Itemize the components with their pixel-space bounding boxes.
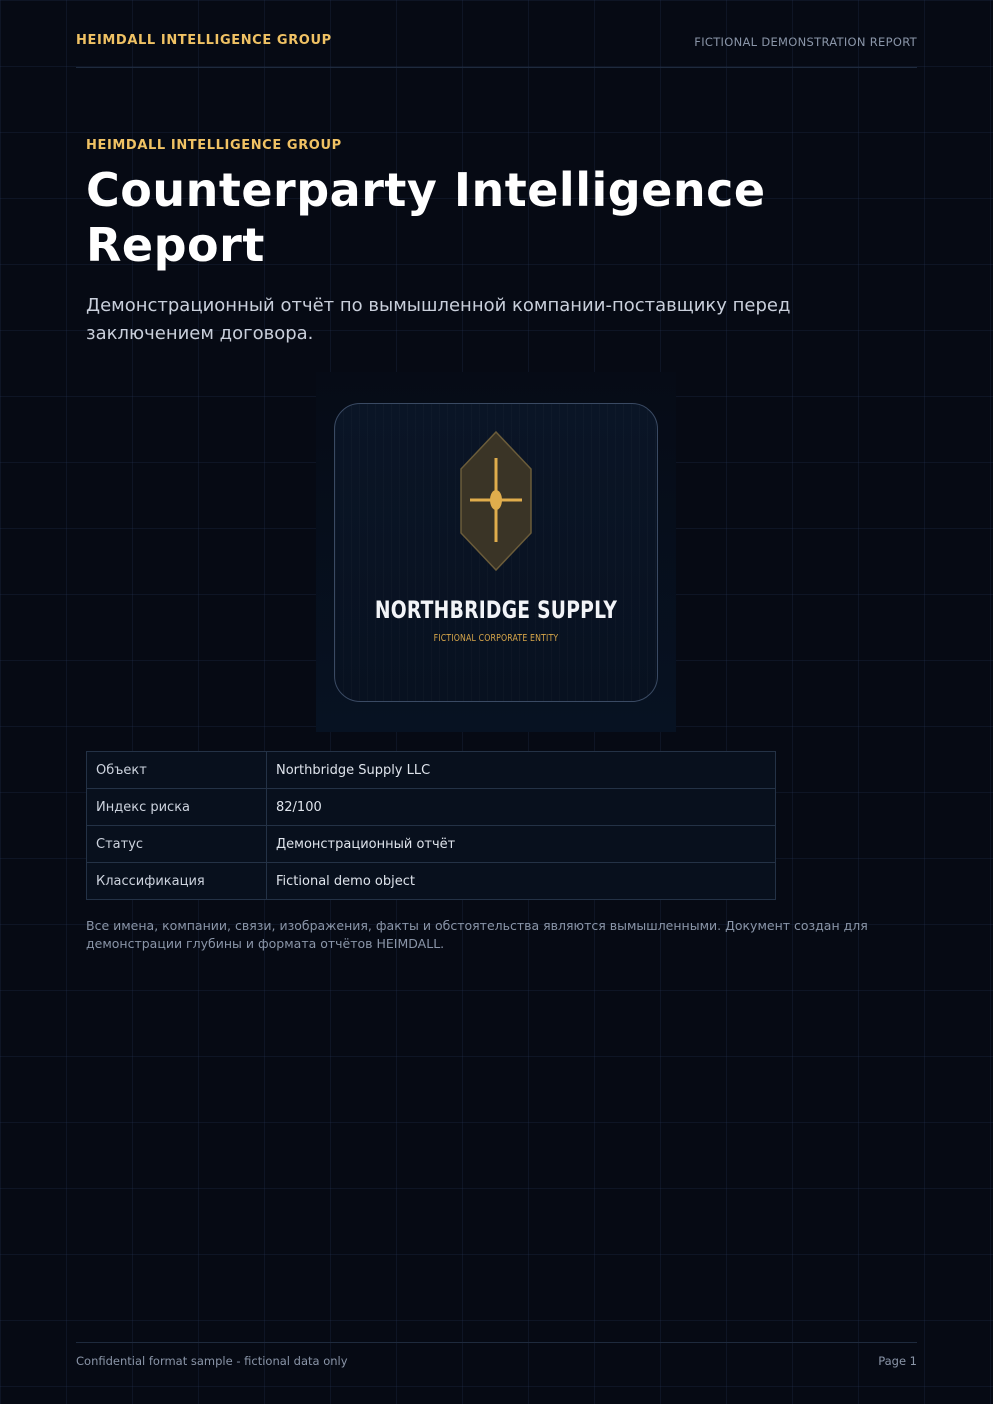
page-subtitle: Демонстрационный отчёт по вымышленной компании-поставщику перед заключением договора.	[86, 295, 791, 344]
disclaimer-text: Все имена, компании, связи, изображения, факты и обстоятельства являются вымышленными. Документ создан для демонстрации глубины и формата отчётов HEIMDALL.	[86, 918, 868, 951]
table-key-cell: Статус	[87, 826, 267, 863]
header-report-label: FICTIONAL DEMONSTRATION REPORT	[694, 35, 917, 49]
company-name: NORTHBRIDGE SUPPLY	[374, 596, 618, 624]
page-footer	[76, 1342, 917, 1368]
cover-eyebrow: HEIMDALL INTELLIGENCE GROUP	[86, 138, 342, 153]
page-header	[76, 33, 917, 68]
table-row	[87, 826, 776, 863]
page-number: Page 1	[878, 1354, 917, 1368]
table-row	[87, 752, 776, 789]
page-title: Counterparty Intelligence Report	[86, 163, 766, 272]
table-row	[87, 863, 776, 900]
summary-table	[86, 751, 776, 900]
table-key-cell: Индекс риска	[87, 789, 267, 826]
table-value-cell: Fictional demo object	[267, 863, 776, 900]
company-logo-card	[334, 403, 658, 702]
table-value-cell: 82/100	[267, 789, 776, 826]
header-brand: HEIMDALL INTELLIGENCE GROUP	[76, 33, 332, 48]
footer-confidential-note: Confidential format sample - fictional data only	[76, 1354, 348, 1368]
table-key-cell: Объект	[87, 752, 267, 789]
company-logo-panel	[316, 372, 676, 732]
table-key-cell: Классификация	[87, 863, 267, 900]
table-value-cell: Northbridge Supply LLC	[267, 752, 776, 789]
table-value-cell: Демонстрационный отчёт	[267, 826, 776, 863]
table-row	[87, 789, 776, 826]
company-tagline: FICTIONAL CORPORATE ENTITY	[433, 633, 559, 644]
shield-crosshair-icon	[460, 431, 532, 571]
